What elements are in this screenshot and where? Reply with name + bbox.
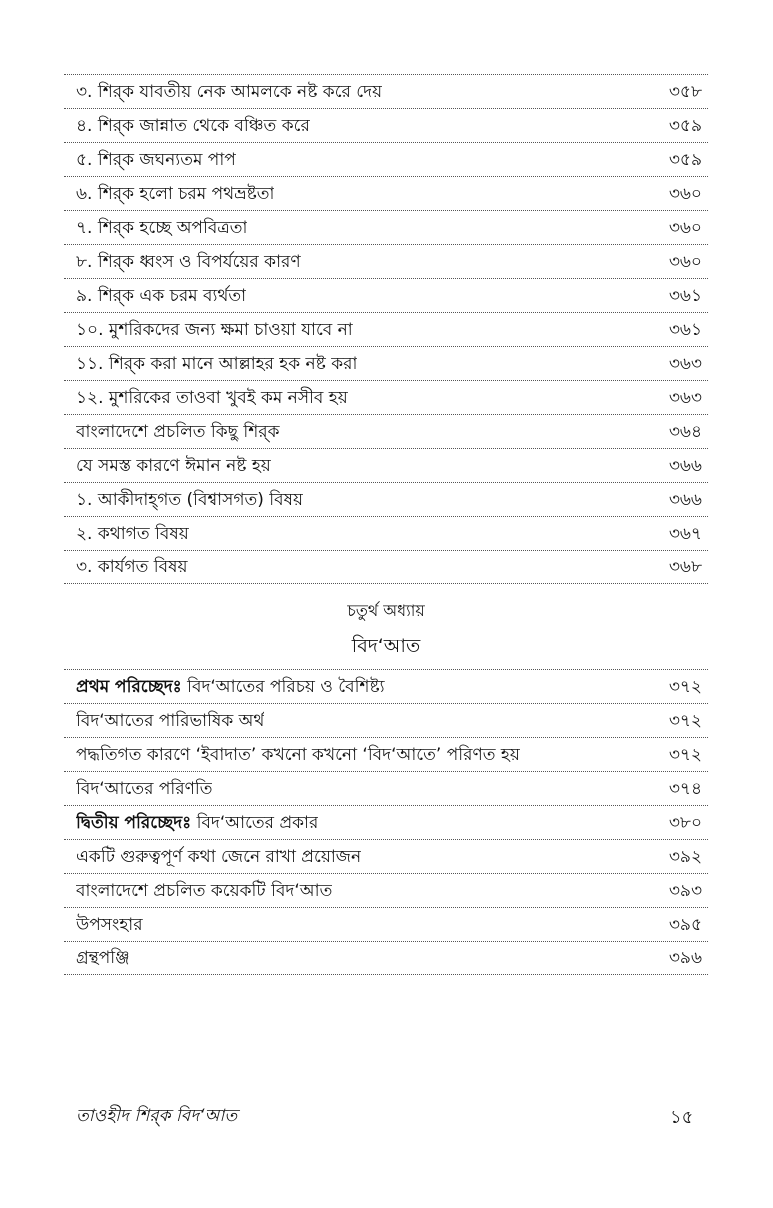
toc-entry-text: বাংলাদেশে প্রচলিত কিছু শির্‌ক — [76, 421, 280, 442]
toc-entry-text: বাংলাদেশে প্রচলিত কয়েকটি বিদ‘আত — [76, 880, 333, 901]
footer-book-title: তাওহীদ শির্‌ক বিদ‘আত — [76, 1106, 238, 1126]
toc-entry — [64, 244, 708, 278]
toc-entry-page: ৩৬৬ — [668, 489, 702, 510]
toc-entry — [64, 414, 708, 448]
toc-list-bottom — [64, 669, 708, 975]
toc-entry-title — [76, 245, 301, 279]
toc-entry — [64, 516, 708, 550]
toc-entry-page: ৩৯৩ — [668, 880, 702, 901]
toc-entry-text: উপসংহার — [76, 914, 143, 935]
toc-entry-page: ৩৬৩ — [668, 387, 702, 408]
toc-entry-text: ৫. শির্‌ক জঘন্যতম পাপ — [76, 149, 236, 170]
toc-entry-title — [76, 143, 236, 177]
toc-entry-title — [76, 550, 188, 584]
toc-entry-text: ২. কথাগত বিষয় — [76, 523, 189, 544]
toc-entry-text: ১২. মুশরিকের তাওবা খুবই কম নসীব হয় — [76, 387, 348, 408]
toc-entry — [64, 907, 708, 941]
toc-entry-page: ৩৬৬ — [668, 455, 702, 476]
toc-entry-page: ৩৬০ — [668, 217, 702, 238]
toc-entry-title — [76, 517, 189, 551]
toc-entry-page: ৩৭৪ — [668, 778, 702, 799]
toc-entry — [64, 805, 708, 839]
toc-entry-page: ৩৭২ — [668, 744, 702, 765]
toc-entry-title — [76, 313, 353, 347]
toc-entry — [64, 839, 708, 873]
toc-entry — [64, 448, 708, 482]
toc-entry — [64, 176, 708, 210]
toc-entry-page: ৩৯৫ — [668, 914, 702, 935]
toc-entry-title — [76, 109, 310, 143]
toc-entry-text: পদ্ধতিগত কারণে ‘ইবাদাত’ কখনো কখনো ‘বিদ‘আতে’ পরিণত হয় — [76, 744, 520, 765]
toc-entry-title — [76, 874, 332, 908]
toc-entry-page: ৩৫৮ — [668, 81, 702, 102]
toc-entry-page: ৩৬৭ — [668, 523, 702, 544]
toc-entry-text: গ্রন্থপঞ্জি — [76, 948, 130, 968]
toc-entry — [64, 703, 708, 737]
toc-entry-title — [76, 806, 318, 840]
toc-entry-page: ৩৫৯ — [668, 115, 702, 136]
toc-entry-text: বিদ‘আতের প্রকার — [191, 812, 319, 833]
chapter-title: বিদ‘আত — [351, 635, 421, 657]
toc-entry-title — [76, 381, 348, 415]
toc-entry-text: বিদ‘আতের পরিচয় ও বৈশিষ্ট্য — [181, 676, 385, 697]
toc-entry-text: একটি গুরুত্বপূর্ণ কথা জেনে রাখা প্রয়োজন — [76, 846, 362, 867]
toc-entry-text: ৮. শির্‌ক ধ্বংস ও বিপর্যয়ের কারণ — [76, 251, 301, 272]
toc-entry-title — [76, 449, 271, 483]
toc-entry — [64, 380, 708, 414]
toc-entry-page: ৩৬৪ — [668, 421, 702, 442]
toc-entry-text: ১১. শির্‌ক করা মানে আল্লাহর হক নষ্ট করা — [76, 353, 358, 374]
toc-entry — [64, 142, 708, 176]
toc-entry-text: বিদ‘আতের পরিণতি — [76, 778, 213, 799]
toc-entry-title — [76, 211, 247, 245]
toc-entry-text: ৪. শির্‌ক জান্নাত থেকে বঞ্চিত করে — [76, 115, 310, 136]
section-label: দ্বিতীয় পরিচ্ছেদঃ — [76, 812, 192, 833]
toc-entry-page: ৩৭২ — [668, 710, 702, 731]
toc-entry-page: ৩৯৬ — [668, 948, 702, 968]
toc-entry-title — [76, 738, 520, 772]
toc-entry — [64, 74, 708, 108]
toc-entry — [64, 737, 708, 771]
toc-entry-title — [76, 670, 385, 704]
toc-entry-title — [76, 704, 264, 738]
toc-entry-page: ৩৬১ — [668, 285, 702, 306]
toc-entry — [64, 669, 708, 703]
footer-page-number: ১৫ — [670, 1107, 694, 1128]
toc-entry-title — [76, 75, 382, 109]
toc-entry-text: ৩. শির্‌ক যাবতীয় নেক আমলকে নষ্ট করে দেয় — [76, 81, 383, 102]
toc-entry-page: ৩৭২ — [668, 676, 702, 697]
toc-entry-title — [76, 177, 274, 211]
toc-entry — [64, 108, 708, 142]
toc-entry-page: ৩৮০ — [668, 812, 702, 833]
toc-entry-text: ১. আকীদাহ্‌গত (বিশ্বাসগত) বিষয় — [76, 489, 303, 510]
toc-entry-title — [76, 415, 280, 449]
toc-entry — [64, 550, 708, 584]
section-label: প্রথম পরিচ্ছেদঃ — [76, 676, 182, 697]
toc-entry-text: যে সমস্ত কারণে ঈমান নষ্ট হয় — [76, 455, 271, 476]
toc-entry-title — [76, 483, 303, 517]
toc-entry-text: ৩. কার্যগত বিষয় — [76, 557, 188, 577]
toc-entry-page: ৩৬১ — [668, 319, 702, 340]
toc-entry-text: ৯. শির্‌ক এক চরম ব্যর্থতা — [76, 285, 247, 306]
toc-entry-title — [76, 347, 357, 381]
toc-entry — [64, 941, 708, 975]
toc-entry — [64, 210, 708, 244]
toc-entry-page: ৩৬০ — [668, 251, 702, 272]
toc-entry — [64, 346, 708, 380]
toc-list-top — [64, 74, 708, 584]
toc-entry-title — [76, 941, 130, 975]
chapter-label: চতুর্থ অধ্যায় — [347, 601, 425, 620]
toc-entry-text: ৭. শির্‌ক হচ্ছে অপবিত্রতা — [76, 217, 248, 238]
toc-entry-page: ৩৫৯ — [668, 149, 702, 170]
toc-entry-text: ৬. শির্‌ক হলো চরম পথভ্রষ্টতা — [76, 183, 275, 204]
toc-entry-title — [76, 908, 143, 942]
toc-entry — [64, 771, 708, 805]
toc-entry-title — [76, 772, 212, 806]
toc-entry-text: ১০. মুশরিকদের জন্য ক্ষমা চাওয়া যাবে না — [76, 319, 353, 340]
toc-entry — [64, 278, 708, 312]
toc-entry — [64, 873, 708, 907]
toc-entry-page: ৩৬৩ — [668, 353, 702, 374]
toc-entry — [64, 482, 708, 516]
toc-entry-title — [76, 279, 246, 313]
toc-entry-title — [76, 840, 361, 874]
toc-entry-page: ৩৯২ — [668, 846, 702, 867]
toc-entry-page: ৩৬৮ — [668, 557, 702, 577]
toc-entry — [64, 312, 708, 346]
toc-entry-page: ৩৬০ — [668, 183, 702, 204]
toc-entry-text: বিদ‘আতের পারিভাষিক অর্থ — [76, 710, 265, 731]
